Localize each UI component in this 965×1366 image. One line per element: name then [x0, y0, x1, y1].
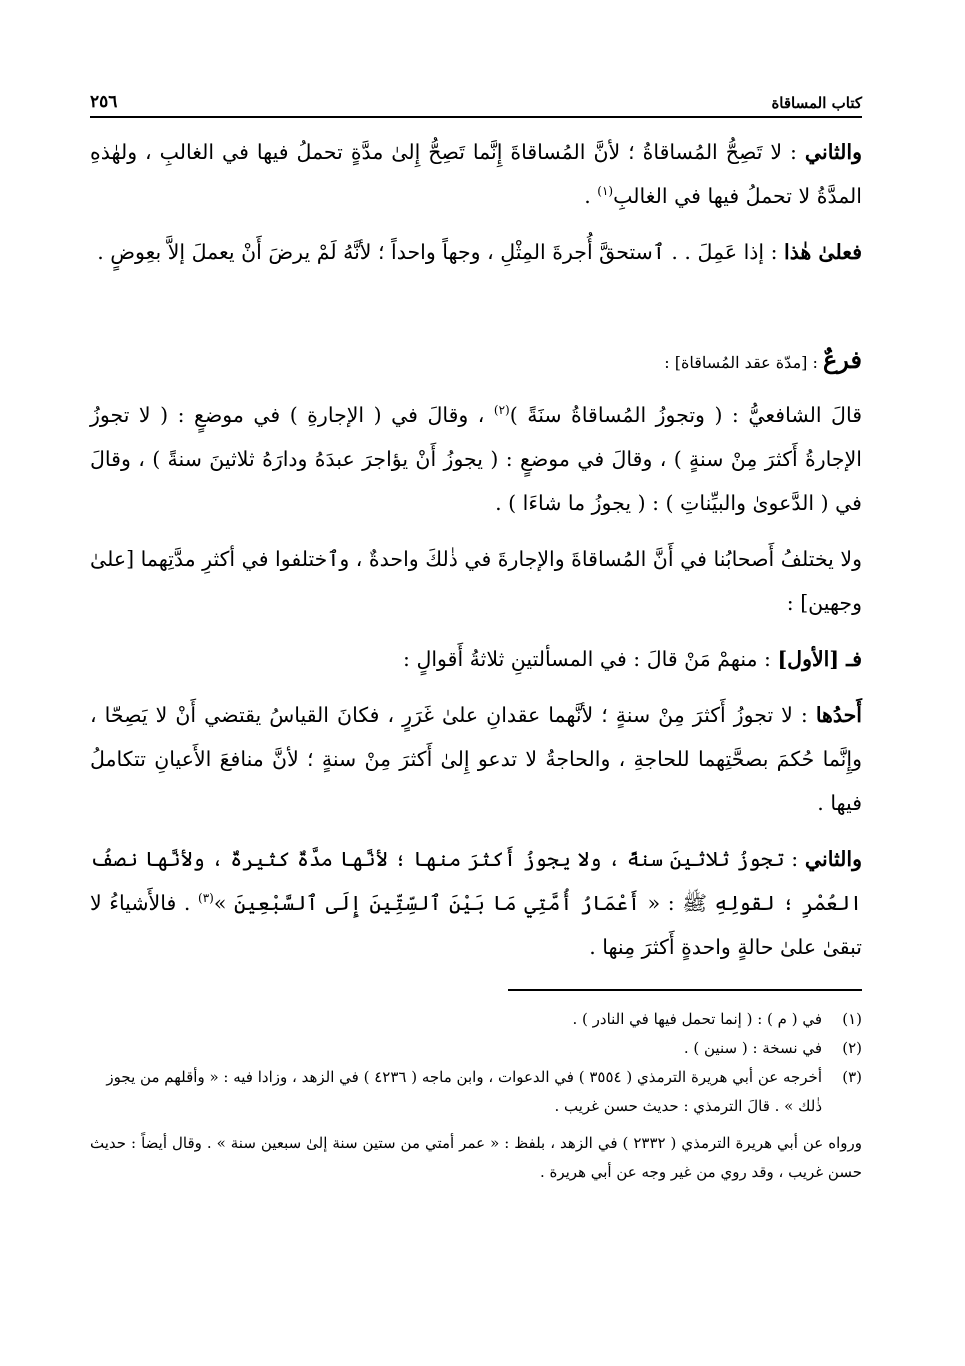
footnote: [90, 1005, 862, 1034]
paragraph-tail: ، وقالَ في ( الإجارةِ ) في موضعٍ : ( لا تجوزُ الإجارةُ أَكثرَ مِنْ سنةٍ ) ، وقالَ في موضعٍ : ( يجوزُ أَنْ يؤاجرَ عبدَهُ ودارَهُ ثلاثينَ سنةً ) ، وقالَ في ( الدَّعوىٰ والبيِّناتِ ) : ( يجوزُ ما شاءَا ) .: [90, 403, 862, 515]
paragraph-tail: .: [584, 184, 598, 208]
branch-label: فرعٌ: [822, 345, 862, 374]
paragraph: [90, 130, 862, 218]
section-gap: [90, 286, 862, 338]
paragraph: [90, 693, 862, 825]
page-header: [90, 80, 862, 112]
paragraph-lead: أَحدُها: [815, 703, 862, 727]
footnote-text: في نسخة : ( سنين ) .: [683, 1039, 822, 1057]
paragraph-text: ولا يختلفُ أَصحابُنا في أَنَّ المُساقاةَ والإجارةَ في ذٰلكَ واحدةٌ ، وٱختلفوا في أكثرِ مدَّتِهما [علىٰ وجهين] :: [90, 547, 862, 615]
paragraph-lead: والثاني: [804, 847, 862, 871]
paragraph: [90, 230, 862, 274]
paragraph: [90, 537, 862, 625]
paragraph: [90, 837, 862, 969]
page: [90, 80, 862, 1340]
page-number: ٢٥٦: [90, 92, 118, 112]
paragraph-text: : لا تَصِحُّ المُساقاةُ ؛ لأنَّ المُساقاةَ إِنَّما تَصِحُّ إِلىٰ مدَّةٍ تحملُ فيها في الغالبِ ، ولهٰذهِ المدَّةُ لا تحملُ فيها في الغالبِ: [90, 140, 862, 208]
footnotes: [90, 1005, 862, 1187]
footnote-rule: [508, 989, 862, 991]
page-body: [90, 130, 862, 1187]
paragraph-text: : لا تجوزُ أَكثرَ مِنْ سنةٍ ؛ لأنَّهما عقدانِ علىٰ غَرَرٍ ، فكانَ القياسُ يقتضي أَنْ لا يَصِحّا ، وإِنَّما حُكمَ بصحَّتِهما للحاجةِ ، والحاجةُ لا تدعو إِلىٰ أَكثرَ مِنْ سنةٍ ؛ لأنَّ منافعَ الأَعيانِ تتكاملُ فيها .: [90, 703, 862, 815]
footnote-ref: (١): [597, 184, 614, 199]
paragraph-text: : إذا عَمِلَ . . ٱستحقَّ أُجرةَ المِثْلِ ، وجهاً واحداً ؛ لأنَّهُ لَمْ يرضَ أَنْ يعملَ إلاَّ بعِوضٍ .: [97, 240, 785, 264]
paragraph-lead: فـ [الأول]: [777, 647, 862, 671]
footnote-text: أخرجه عن أبي هريرة الترمذي ( ٣٥٥٤ ) في الدعوات ، وابن ماجه ( ٤٢٣٦ ) في الزهد ، وزادا فيه : « وأقلهم من يجوز ذٰلك » . قالَ الترمذي : حديث حسن غريب .: [106, 1068, 822, 1115]
paragraph-text: قالَ الشافعيُّ : ( وتجوزُ المُساقاةُ سنَةً ): [509, 403, 862, 427]
paragraph-lead: فعلىٰ هٰذا: [784, 240, 862, 264]
footnote: [90, 1034, 862, 1063]
section-heading: [90, 338, 862, 385]
paragraph: [90, 637, 862, 681]
paragraph-text: : منهمْ مَنْ قالَ : في المسألتينِ ثلاثةُ أَقوالٍ :: [403, 647, 778, 671]
footnote-number: (١): [842, 1010, 862, 1028]
footnote-continuation: ورواه عن أبي هريرة الترمذي ( ٢٣٣٢ ) في الزهد ، بلفظ : « عمر أمتي من ستين سنة إلىٰ سبعين سنة » . وقال أيضاً : حديث حسن غريب ، وقد روي من غير وجه عن أبي هريرة .: [90, 1134, 862, 1181]
book-title: كتاب المساقاة: [771, 94, 862, 112]
footnote-number: (٣): [842, 1068, 862, 1086]
footnote-number: (٢): [842, 1039, 862, 1057]
paragraph-lead: والثاني: [804, 140, 862, 164]
footnote: [90, 1063, 862, 1121]
paragraph-text: : تجوزُ ثلاثينَ سنةً ، ولا يجوزُ أَكثرَ منها ؛ لأنَّها مدَّةٌ كثيرةٌ ، ولأنَّها نصفُ العُمْرِ ؛ لقولِهِ ﷺ : « أَعْمَارُ أُمَّتِي مَا بَيْنَ ٱلسِّتِّينَ إِلَى ٱلسَّبْعِينَ »: [90, 847, 863, 915]
header-rule: [90, 116, 862, 118]
footnote-text: في ( م ) : ( إنما تحمل فيها في النادر ) .: [572, 1010, 822, 1028]
paragraph: [90, 393, 862, 525]
footnote-ref: (٢): [493, 403, 510, 418]
paragraph-tail: . فالأَشياءُ لا تبقىٰ علىٰ حالةٍ واحدةٍ أَكثرَ مِنها .: [90, 891, 862, 959]
footnote-ref: (٣): [198, 891, 214, 906]
branch-title: : [مدّة عقد المُساقاة] :: [664, 353, 823, 372]
